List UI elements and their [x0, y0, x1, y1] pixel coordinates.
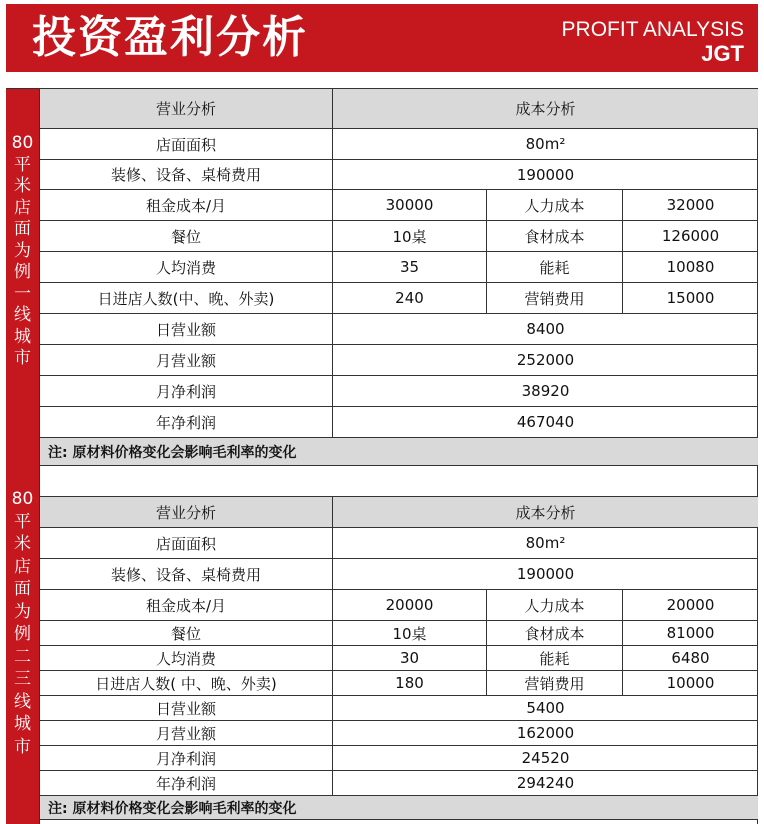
row-label: 人均消费	[155, 649, 216, 668]
row-label: 人均消费	[155, 258, 216, 277]
table-row	[40, 671, 758, 696]
row-value: 180	[332, 671, 486, 695]
cost-label: 食材成本	[486, 221, 622, 251]
table-header-row	[40, 89, 758, 129]
row-label: 年净利润	[155, 413, 216, 432]
row-value: 80m²	[332, 129, 758, 159]
row-value: 240	[332, 283, 486, 313]
note-text: 注: 原材料价格变化会影响毛利率的变化	[48, 800, 297, 817]
table-row	[40, 528, 758, 559]
row-value: 190000	[332, 160, 758, 189]
cost-label: 人力成本	[486, 590, 622, 620]
section-side-label	[6, 89, 40, 466]
cost-value: 32000	[622, 190, 758, 220]
cost-label: 能耗	[486, 646, 622, 670]
row-label: 月净利润	[155, 749, 216, 768]
table-row	[40, 746, 758, 771]
page-title: 投资盈利分析	[32, 12, 308, 63]
table-row	[40, 221, 758, 252]
row-label: 日营业额	[155, 320, 216, 339]
table-row	[40, 696, 758, 721]
cost-value: 6480	[622, 646, 758, 670]
col-header-cost: 成本分析	[332, 89, 758, 128]
section-gap	[6, 465, 758, 496]
row-label: 餐位	[170, 624, 201, 643]
row-value: 294240	[332, 771, 758, 795]
row-value: 252000	[332, 345, 758, 375]
cost-value: 10000	[622, 671, 758, 695]
table-header-row	[40, 497, 758, 528]
brand-mark: JGT	[701, 41, 744, 66]
row-value: 5400	[332, 696, 758, 720]
page-subtitle: PROFIT ANALYSIS	[561, 18, 744, 41]
section-tier1	[6, 88, 758, 466]
cost-value: 15000	[622, 283, 758, 313]
row-label: 租金成本/月	[145, 196, 227, 215]
section-side-label	[6, 466, 40, 824]
cost-value: 81000	[622, 621, 758, 645]
section-tier2	[6, 489, 758, 824]
table-row	[40, 160, 758, 190]
title-banner	[6, 4, 758, 72]
row-value: 10桌	[332, 621, 486, 645]
row-label: 餐位	[170, 227, 201, 246]
table-row	[40, 559, 758, 590]
table-row	[40, 590, 758, 621]
row-value: 35	[332, 252, 486, 282]
row-value: 162000	[332, 721, 758, 745]
row-value: 30	[332, 646, 486, 670]
table-row	[40, 646, 758, 671]
cost-label: 人力成本	[486, 190, 622, 220]
cost-value: 20000	[622, 590, 758, 620]
table-row	[40, 283, 758, 314]
table-row	[40, 407, 758, 438]
row-label: 日进店人数(中、晚、外卖)	[97, 289, 275, 308]
note-row	[40, 438, 758, 466]
cost-value: 126000	[622, 221, 758, 251]
row-label: 店面面积	[155, 534, 216, 553]
table-row	[40, 376, 758, 407]
row-label: 装修、设备、桌椅费用	[110, 166, 261, 184]
col-header-cost: 成本分析	[332, 497, 758, 527]
note-text: 注: 原材料价格变化会影响毛利率的变化	[48, 444, 297, 461]
table-row	[40, 252, 758, 283]
row-label: 装修、设备、桌椅费用	[110, 565, 261, 584]
row-label: 月营业额	[155, 351, 216, 370]
side-label-text: 80 平 米 店 面 为 例 二 三 线 城 市	[11, 489, 34, 757]
row-value: 38920	[332, 376, 758, 406]
col-header-revenue: 营业分析	[155, 503, 216, 522]
side-label-text: 80 平 米 店 面 为 例 一 线 城 市	[11, 133, 34, 368]
row-label: 月营业额	[155, 724, 216, 743]
row-label: 日营业额	[155, 699, 216, 718]
cost-value: 10080	[622, 252, 758, 282]
row-value: 30000	[332, 190, 486, 220]
table-row	[40, 314, 758, 345]
table-row	[40, 190, 758, 221]
row-label: 日进店人数( 中、晚、外卖)	[95, 674, 277, 693]
row-label: 年净利润	[155, 774, 216, 793]
row-value: 190000	[332, 559, 758, 589]
cost-label: 营销费用	[486, 283, 622, 313]
cost-label: 食材成本	[486, 621, 622, 645]
row-value: 80m²	[332, 528, 758, 558]
row-value: 467040	[332, 407, 758, 437]
table-row	[40, 129, 758, 160]
row-label: 月净利润	[155, 382, 216, 401]
col-header-revenue: 营业分析	[155, 100, 216, 118]
table-row	[40, 771, 758, 796]
row-value: 10桌	[332, 221, 486, 251]
table-row	[40, 621, 758, 646]
row-value: 20000	[332, 590, 486, 620]
cost-label: 能耗	[486, 252, 622, 282]
row-value: 8400	[332, 314, 758, 344]
note-row	[40, 796, 758, 820]
cost-label: 营销费用	[486, 671, 622, 695]
table-row	[40, 721, 758, 746]
table-row	[40, 345, 758, 376]
row-value: 24520	[332, 746, 758, 770]
row-label: 店面面积	[155, 135, 216, 154]
row-label: 租金成本/月	[145, 596, 227, 615]
